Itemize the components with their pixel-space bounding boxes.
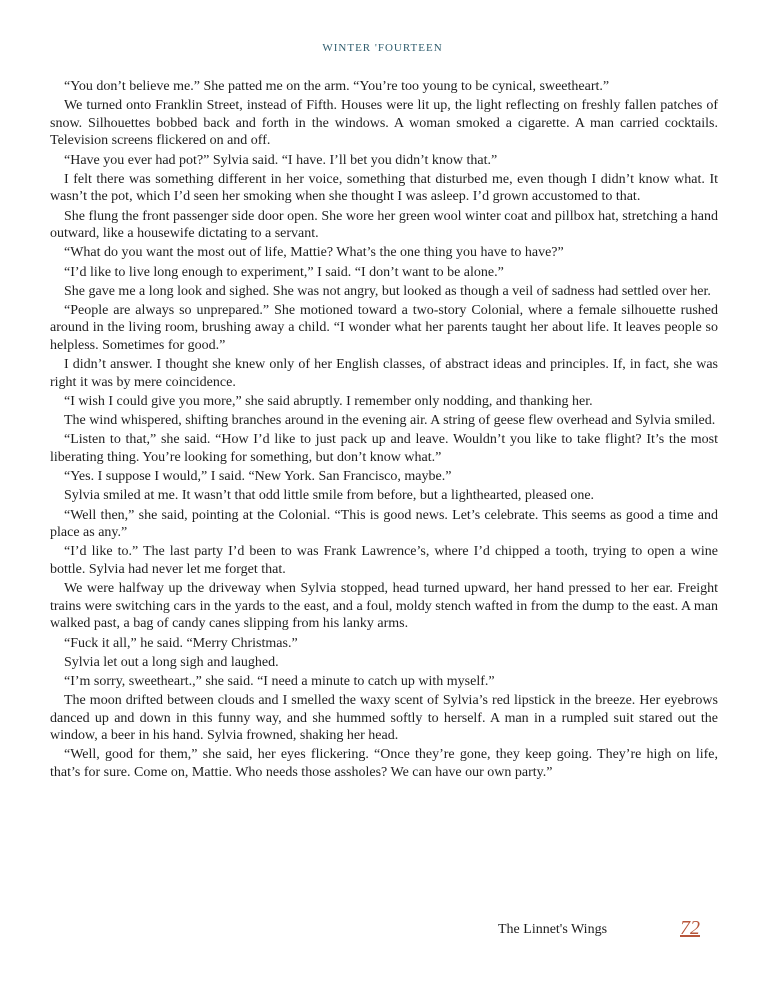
paragraph: “Fuck it all,” he said. “Merry Christmas.” xyxy=(64,635,298,651)
paragraph: She flung the front passenger side door open. She wore her green wool winter coat and pillbox hat, stretching a hand outward, like a housewife dictating to a servant. xyxy=(50,208,718,242)
paragraph: “I’d like to.” The last party I’d been to was Frank Lawrence’s, where I’d chipped a tooth, trying to open a wine bottle. Sylvia had never let me forget that. xyxy=(50,544,718,577)
paragraph: I didn’t answer. I thought she knew only of her English classes, of abstract ideas and principles. If, in fact, she was right it was by mere coincidence. xyxy=(50,357,718,390)
paragraph: “Well then,” she said, pointing at the Colonial. “This is good news. Let’s celebrate. This seems as good a time and place as any.” xyxy=(50,507,718,541)
paragraph: “I’m sorry, sweetheart.,” she said. “I need a minute to catch up with myself.” xyxy=(64,673,495,689)
paragraph: She gave me a long look and sighed. She was not angry, but looked as though a veil of sadness had settled over her. xyxy=(64,283,711,299)
paragraph: We turned onto Franklin Street, instead of Fifth. Houses were lit up, the light reflecting on freshly fallen patches of snow. Silhouettes bobbed back and forth in the windows. A woman smoked a cigarette. A man carried cocktails. Television screens flickered on and off. xyxy=(50,98,718,149)
paragraph: “Yes. I suppose I would,” I said. “New York. San Francisco, maybe.” xyxy=(64,469,452,485)
paragraph: We were halfway up the driveway when Sylvia stopped, head turned upward, her hand pressed to her ear. Freight trains were switching cars in the yards to the east, and a foul, moldy stench wafted in from the dump to the east. A man walked past, a bag of candy canes slipping from his lanky arms. xyxy=(50,581,718,632)
body-text xyxy=(50,78,718,783)
paragraph: “I’d like to live long enough to experiment,” I said. “I don’t want to be alone.” xyxy=(64,264,504,280)
paragraph: “You don’t believe me.” She patted me on the arm. “You’re too young to be cynical, sweetheart.” xyxy=(64,79,610,94)
paragraph: “I wish I could give you more,” she said abruptly. I remember only nodding, and thanking her. xyxy=(64,394,593,410)
paragraph: “Well, good for them,” she said, her eyes flickering. “Once they’re gone, they keep going. They’re high on life, that’s for sure. Come on, Mattie. Who needs those assholes? We can have our own party.” xyxy=(50,747,718,781)
paragraph: The wind whispered, shifting branches around in the evening air. A string of geese flew overhead and Sylvia smiled. xyxy=(64,413,716,429)
paragraph: “Listen to that,” she said. “How I’d like to just pack up and leave. Wouldn’t you like to take flight? It’s the most liberating thing. You’re looking for something, but don’t know what.” xyxy=(50,432,718,465)
page-number: 72 xyxy=(680,917,700,939)
paragraph: I felt there was something different in her voice, something that disturbed me, even though I didn’t know what. It wasn’t the pot, which I’d seen her smoking when she thought I was asleep. I’d grown accustomed to that. xyxy=(50,171,718,205)
paragraph: Sylvia let out a long sigh and laughed. xyxy=(64,654,279,670)
paragraph: “What do you want the most out of life, Mattie? What’s the one thing you have to have?” xyxy=(64,245,564,261)
paragraph: Sylvia smiled at me. It wasn’t that odd little smile from before, but a lighthearted, pleased one. xyxy=(64,488,595,504)
footer-publication-title: The Linnet's Wings xyxy=(498,922,608,937)
paragraph: The moon drifted between clouds and I smelled the waxy scent of Sylvia’s red lipstick in the breeze. Her eyebrows danced up and down in this funny way, and she hummed softly to herself. A man in a rumpled suit stared out the window, a beer in his hand. Sylvia frowned, shaking her head. xyxy=(50,693,718,744)
paragraph: “Have you ever had pot?” Sylvia said. “I have. I’ll bet you didn’t know that.” xyxy=(64,152,498,168)
running-head: WINTER 'FOURTEEN xyxy=(322,42,443,54)
paragraph: “People are always so unprepared.” She motioned toward a two-story Colonial, where a female silhouette rushed around in the living room, brushing away a child. “I wonder what her parents taught her about life. It leaves people so helpless. Sometimes for good.” xyxy=(50,302,718,354)
